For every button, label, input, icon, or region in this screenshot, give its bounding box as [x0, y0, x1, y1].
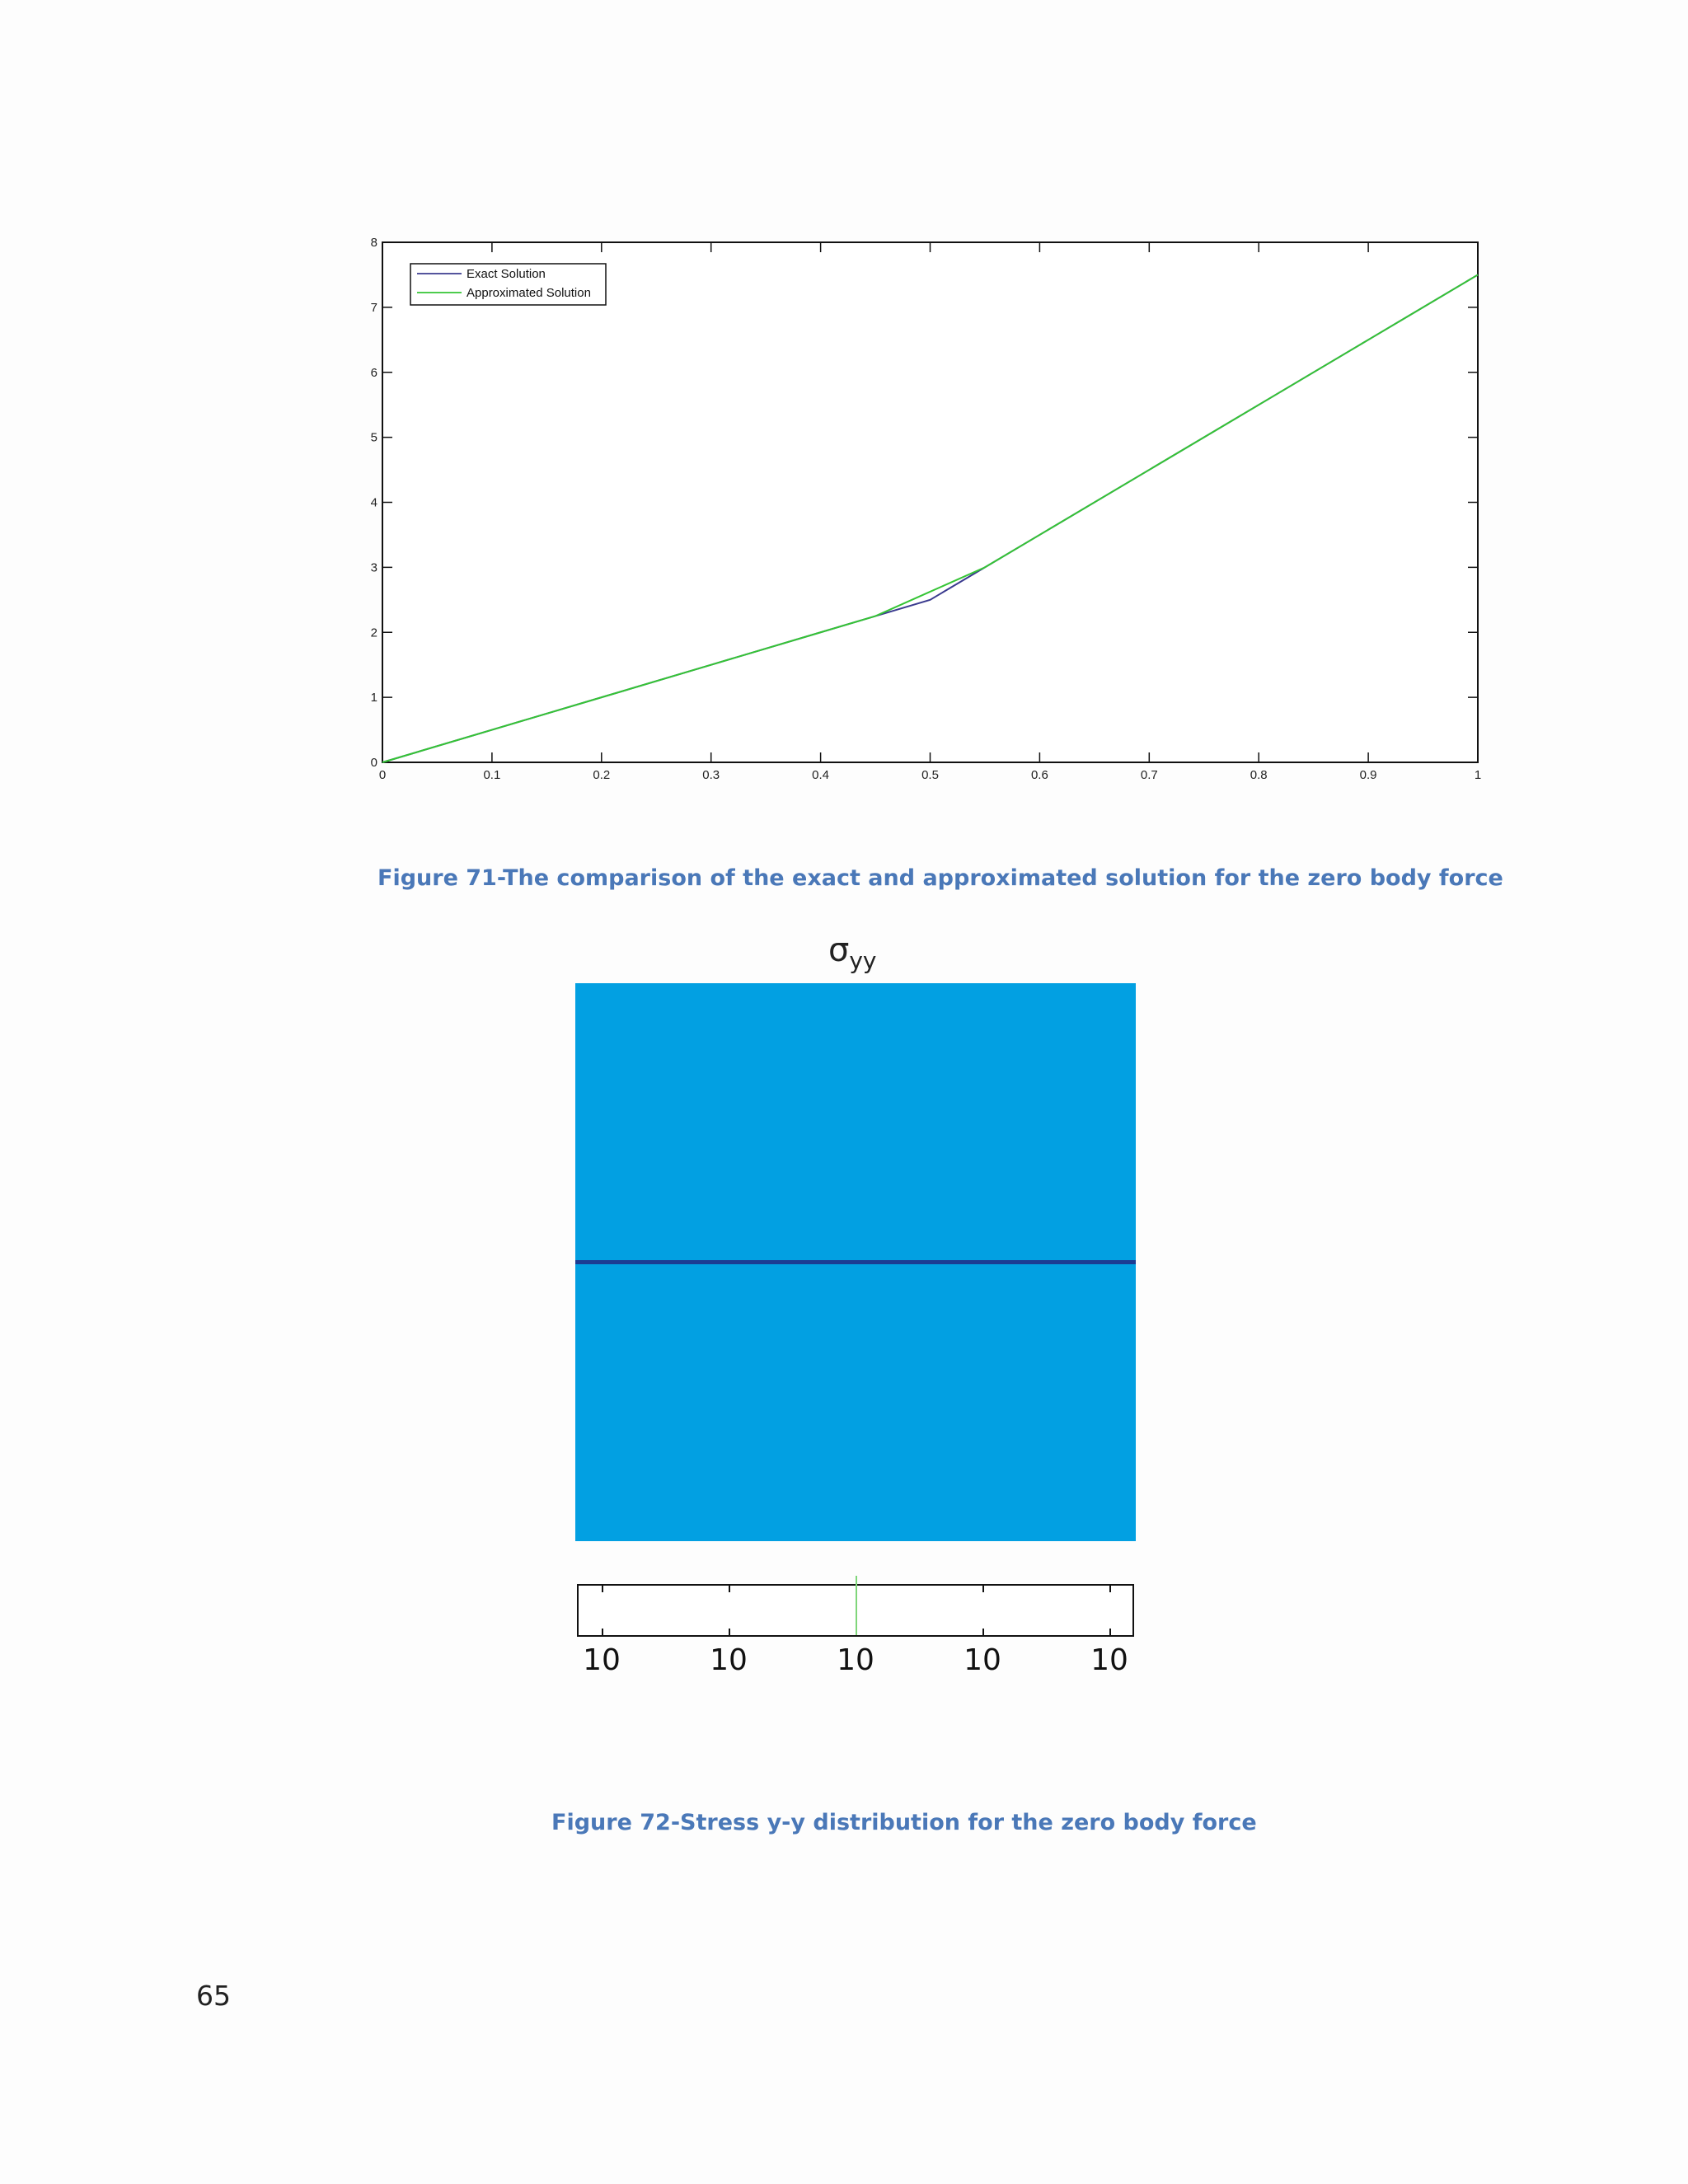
y-tick-label: 3 — [370, 560, 377, 575]
legend — [410, 264, 606, 305]
x-tick-label: 0 — [378, 768, 387, 782]
stress-yy-field — [575, 983, 1136, 1541]
y-tick-label: 7 — [370, 300, 377, 315]
colorbar-tick — [1109, 1586, 1111, 1592]
colorbar-label: 10 — [710, 1643, 748, 1677]
y-tick-label: 4 — [370, 495, 377, 510]
x-tick-label: 0.8 — [1250, 768, 1268, 782]
y-tick-label: 0 — [370, 756, 377, 770]
y-tick-label: 6 — [370, 365, 377, 380]
sigma-symbol: σ — [828, 931, 850, 969]
colorbar-label: 10 — [1090, 1643, 1128, 1677]
x-tick-label: 0.6 — [1030, 768, 1048, 782]
colorbar-tick — [729, 1586, 730, 1592]
legend-label-exact: Exact Solution — [467, 267, 546, 281]
colorbar-tick — [729, 1629, 730, 1635]
figure-71-caption: Figure 71-The comparison of the exact and approximated solution for the zero body force — [377, 865, 1503, 891]
colorbar-tick — [1109, 1629, 1111, 1635]
y-tick-label: 8 — [370, 236, 377, 250]
plot-frame — [382, 242, 1478, 762]
figure-71-chart — [346, 223, 1517, 824]
colorbar-tick — [982, 1629, 984, 1635]
x-tick-label: 0.5 — [921, 768, 939, 782]
colorbar-label: 10 — [837, 1643, 874, 1677]
legend-label-approx: Approximated Solution — [467, 286, 591, 300]
y-tick-label: 1 — [370, 691, 377, 705]
colorbar-tick — [602, 1586, 603, 1592]
colorbar-label: 10 — [964, 1643, 1001, 1677]
colorbar-tick — [602, 1629, 603, 1635]
x-tick-label: 0.3 — [702, 768, 720, 782]
stress-interface-line — [575, 1260, 1136, 1264]
x-tick-label: 0.7 — [1140, 768, 1158, 782]
x-tick-label: 0.9 — [1359, 768, 1377, 782]
y-tick-label: 2 — [370, 626, 377, 640]
x-tick-label: 0.1 — [483, 768, 501, 782]
colorbar — [577, 1584, 1134, 1637]
sigma-subscript: yy — [849, 947, 877, 974]
colorbar-value-marker — [856, 1576, 857, 1635]
x-tick-label: 0.2 — [593, 768, 611, 782]
x-tick-label: 0.4 — [812, 768, 830, 782]
y-tick-label: 5 — [370, 430, 377, 445]
stress-plot-title — [828, 931, 877, 974]
page-number: 65 — [196, 1980, 231, 2012]
x-tick-label: 1 — [1474, 768, 1482, 782]
colorbar-tick — [982, 1586, 984, 1592]
colorbar-label: 10 — [583, 1643, 621, 1677]
figure-72-caption: Figure 72-Stress y-y distribution for the zero body force — [551, 1810, 1257, 1835]
